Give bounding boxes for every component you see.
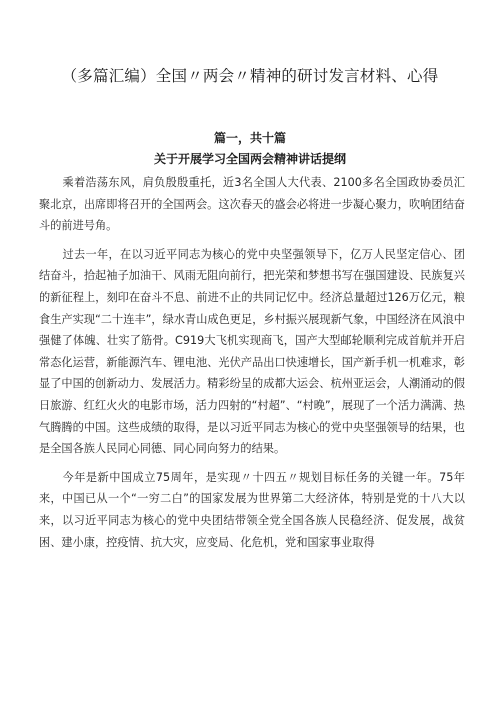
- body-text: [39, 172, 465, 553]
- speech-title: 关于开展学习全国两会精神讲话提纲: [153, 152, 346, 166]
- section-heading: 篇一，共十篇: [213, 131, 286, 145]
- paragraph-2: 过去一年，在以习近平同志为核心的党中央坚强领导下，亿万人民坚定信心、团结奋斗，拾起袖子加油干、风雨无阻向前行，把光荣和梦想书写在强国建设、民族复兴的新征程上，刻印在奋斗不息、前进不止的共同记忆中。经济总量超过126万亿元，粮食生产实现“二十连丰”，绿水青山成色更足，乡村振兴展现新气象，中国经济在风浪中强健了体魄、壮实了筋骨。C919大飞机实现商飞，国产大型邮轮顺利完成首航并开启常态化运营，新能源汽车、锂电池、光伏产品出口快速增长，国产新手机一机难求，彰显了中国的创新动力、发展活力。精彩纷呈的成都大运会、杭州亚运会，人潮涌动的假日旅游、红红火火的电影市场，活力四射的“村超”、“村晚”，展现了一个活力满满、热气腾腾的中国。这些成绩的取得，是以习近平同志为核心的党中央坚强领导的结果，也是全国各族人民同心同德、同心同向努力的结果。: [39, 247, 465, 456]
- paragraph-1: 乘着浩荡东风，肩负殷殷重托，近3名全国人大代表、2100多名全国政协委员汇聚北京，出席即将召开的全国两会。这次春天的盛会必将进一步凝心聚力，吹响团结奋斗的前进号角。: [39, 176, 465, 233]
- document-title: （多篇汇编）全国〃两会〃精神的研讨发言材料、心得: [61, 67, 439, 85]
- paragraph-3: 今年是新中国成立75周年，是实现〃十四五〃规划目标任务的关键一年。75年来，中国已从一个“一穷二白”的国家发展为世界第二大经济体，特别是党的十八大以来，以习近平同志为核心的党中央团结带领全党全国各族人民稳经济、促发展，战贫困、建小康，控疫情、抗大灾，应变局、化危机，党和国家事业取得: [39, 470, 465, 549]
